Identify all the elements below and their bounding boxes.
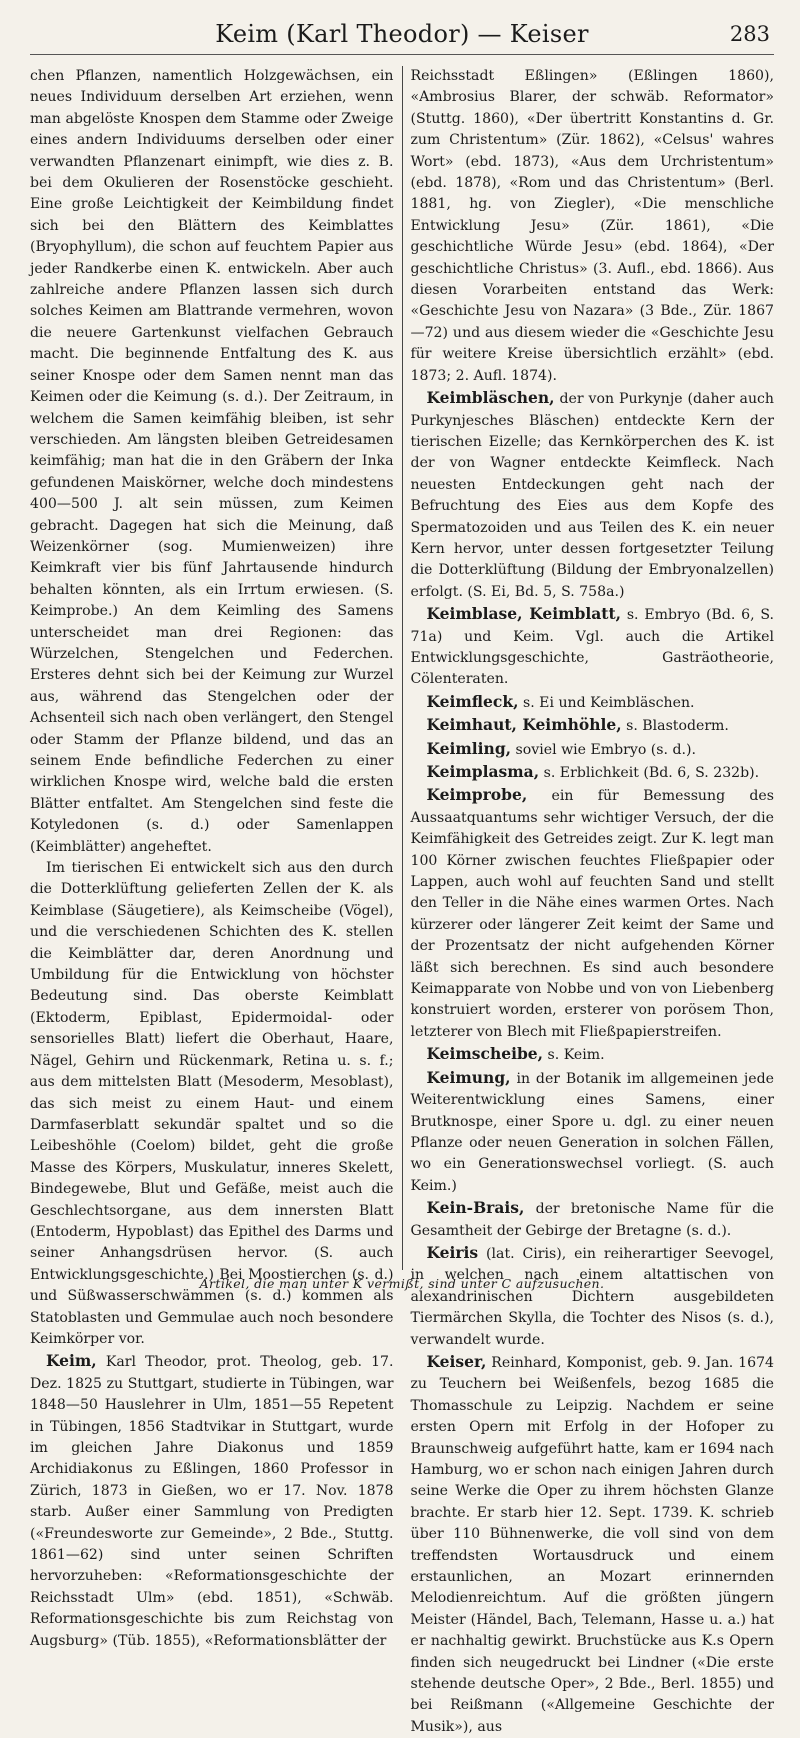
page-footer-note: Artikel, die man unter K vermißt, sind unter C aufzusuchen. bbox=[199, 1276, 605, 1291]
entry-keimung bbox=[411, 1067, 775, 1197]
entry-headword: Keimblase, Keimblatt, bbox=[426, 604, 622, 624]
entry-text: Reinhard, Komponist, geb. 9. Jan. 1674 zu Teuchern bei Weißenfels, bezog 1685 die Thomasschule zu Leipzig. Nachdem er seine ersten Opern mit Erfolg in der Hofoper zu Braunschweig aufgeführt hatte, kam er 1694 nach Hamburg, wo er schon nach einigen Jahren durch seine Werke die Oper zu ihrem höchsten Glanze brachte. Er starb hier 12. Sept. 1739. K. schrieb über 110 Bühnenwerke, die voll sind von dem treffendsten Wortausdruck und einem erstaunlichen, an Mozart erinnernden Melodienreichtum. Auf die größten jüngern Meister (Händel, Bach, Telemann, Hasse u. a.) hat er nachhaltig gewirkt. Bruchstücke aus K.s Opern finden sich neugedruckt bei Lindner («Die erste stehende deutsche Oper», 2 Bde., Berl. 1855) und bei Reißmann («Allgemeine Geschichte der Musik»), aus bbox=[410, 1354, 774, 1735]
entry-keimblaeschen bbox=[411, 387, 775, 603]
entry-text: (lat. Ciris), ein reiherartiger Seevogel, in welchen nach einem altattischen von alexandrinischen Dichtern ausgebildeten Tiermärchen Skylla, die Tochter des Nisos (s. d.), verwandelt wurde. bbox=[410, 1245, 775, 1348]
page-header bbox=[30, 14, 774, 55]
entry-text: ein für Bemessung des Aussaatquantums sehr wichtiger Versuch, der die Keimfähigkeit des Getreides zeigt. Zur K. legt man 100 Körner zwischen feuchtes Fließpapier oder Lappen, auch wohl auf feuchten Sand und stellt den Teller in die Nähe eines warmen Ortes. Nach kürzerer oder längerer Zeit keimt der Same und der Prozentsatz der nicht aufgehenden Körner läßt sich berechnen. Es sind auch besondere Keimapparate von Nobbe und von von Liebenberg konstruiert worden, ersterer von porösem Thon, letzterer von Blech mit Fließpapierstreifen. bbox=[410, 788, 774, 1040]
paragraph: Reichsstadt Eßlingen» (Eßlingen 1860), «Ambrosius Blarer, der schwäb. Reformator» (Stuttg. 1860), «Der übertritt Konstantins d. Gr. zum Christentum» (Zür. 1862), «Celsus' wahres Wort» (ebd. 1873), «Aus dem Urchristentum» (ebd. 1878), «Rom und das Christentum» (Berl. 1881, hg. von Ziegler), «Die menschliche Entwicklung Jesu» (Zür. 1861), «Die geschichtliche Würde Jesu» (ebd. 1864), «Der geschichtliche Christus» (3. Aufl., ebd. 1866). Aus diesen Vorarbeiten entstand das Werk: «Geschichte Jesu von Nazara» (3 Bde., Zür. 1867—72) und aus diesem wieder die «Geschichte Jesu für weitere Kreise übersichtlich erzählt» (ebd. 1873; 2. Aufl. 1874). bbox=[410, 68, 774, 384]
entry-headword: Keiris bbox=[426, 1242, 479, 1262]
entry-keiris bbox=[411, 1242, 775, 1351]
entry-text: der von Purkynje (daher auch Purkynjesches Bläschen) entdeckte Kern der tierischen Eizelle; das Kernkörperchen des K. ist der von Wagner entdeckte Keimfleck. Nach neuesten Entdeckungen geht nach der Befruchtung des Eies aus dem Kopfe des Spermatozoiden und aus Teilen des K. ein neuer Kern hervor, unter dessen fortgesetzter Teilung die Dotterklüftung (Bildung der Embryonalzellen) erfolgt. (S. Ei, Bd. 5, S. 758a.) bbox=[410, 391, 774, 600]
entry-kein-brais bbox=[411, 1197, 775, 1242]
entry-text: s. Erblichkeit (Bd. 6, S. 232b). bbox=[543, 765, 760, 781]
entry-text: s. Embryo (Bd. 6, S. 71a) und Keim. Vgl. auch die Artikel Entwicklungsgeschichte, Gasträotheorie, Cölenteraten. bbox=[410, 607, 774, 688]
entry-keimplasma bbox=[411, 761, 775, 784]
entry-keimfleck bbox=[411, 691, 775, 714]
page-number: 283 bbox=[729, 22, 770, 46]
entry-headword: Keimplasma, bbox=[426, 762, 540, 781]
entry-keiser bbox=[411, 1351, 775, 1738]
entry-text: Karl Theodor, prot. Theolog, geb. 17. Dez. 1825 zu Stuttgart, studierte in Tübingen, war 1848—50 Hauslehrer in Ulm, 1851—55 Repetent in Tübingen, 1856 Stadtvikar in Stuttgart, wurde im gleichen Jahre Diakonus und 1859 Archidiakonus zu Eßlingen, 1860 Professor in Zürich, 1873 in Gießen, wo er 17. Nov. 1878 starb. Außer einer Sammlung von Predigten («Freundesworte zur Gemeinde», 2 Bde., Stuttg. 1861—62) sind unter seinen Schriften hervorzuheben: «Reformationsgeschichte der Reichsstadt Ulm» (ebd. 1851), «Schwäb. Reformationsgeschichte bis zum Reichstag von Augsburg» (Tüb. 1855), «Reformationsblätter der bbox=[30, 1354, 394, 1649]
entry-headword: Keimling, bbox=[426, 738, 512, 758]
entry-headword: Keimbläschen, bbox=[426, 388, 555, 408]
entry-headword: Keim, bbox=[46, 1351, 97, 1371]
entry-keimblase bbox=[411, 603, 775, 691]
entry-headword: Keimung, bbox=[426, 1067, 511, 1087]
entry-headword: Keimfleck, bbox=[426, 691, 519, 711]
entry-keimling bbox=[411, 738, 775, 761]
paragraph: Im tierischen Ei entwickelt sich aus den durch die Dotterklüftung gelieferten Zellen der K. als Keimblase (Säugetiere), als Keimscheibe (Vögel), und die verschiedenen Schichten des K. stellen die Keimblätter dar, deren Anordnung und Umbildung für die Entwicklung von höchster Bedeutung sind. Das oberste Keimblatt (Ektoderm, Epiblast, Epidermoidal- oder sensorielles Blatt) liefert die Oberhaut, Haare, Nägel, Gehirn und Rückenmark, Retina u. s. f.; aus dem mittelsten Blatt (Mesoderm, Mesoblast), das sich meist zu einem Haut- und einem Darmfaserblatt sekundär spaltet und so die Leibeshöhle (Coelom) bildet, geht die große Masse des Körpers, Muskulatur, inneres Skelett, Bindegewebe, Blut und Gefäße, meist auch die Geschlechtsorgane, aus dem innersten Blatt (Entoderm, Hypoblast) das Epithel des Darms und seiner Anhangsdrüsen hervor. (S. auch Entwicklungsgeschichte.) Bei Moostierchen (s. d.) und Süßwasserschwämmen (s. d.) kommen als Statoblasten und Gemmulae auch noch besondere Keimkörper vor. bbox=[30, 860, 394, 1347]
entry-keimscheibe bbox=[411, 1043, 775, 1066]
entry-keim bbox=[30, 1350, 394, 1652]
entry-headword: Keiser, bbox=[426, 1351, 487, 1371]
entry-text: s. Blastoderm. bbox=[626, 718, 729, 735]
entry-text: in der Botanik im allgemeinen jede Weiterentwicklung eines Samens, einer Brutknospe, einer Spore u. dgl. zu einer neuen Pflanze oder neuen Generation in solchen Fällen, wo ein Generationswechsel vorliegt. (S. auch Keim.) bbox=[410, 1070, 774, 1194]
entry-text: s. Ei und Keimbläschen. bbox=[522, 694, 695, 711]
entry-keimprobe bbox=[411, 784, 775, 1043]
running-title: Keim (Karl Theodor) — Keiser bbox=[215, 20, 589, 48]
entry-headword: Keimprobe, bbox=[426, 785, 528, 805]
entry-text: s. Keim. bbox=[547, 1047, 605, 1064]
entry-text: der bretonische Name für die Gesamtheit der Gebirge der Bretagne (s. d.). bbox=[410, 1201, 774, 1239]
paragraph: chen Pflanzen, namentlich Holzgewächsen, ein neues Individuum derselben Art erziehen, wenn man abgelöste Knospen dem Stamme oder Zweige eines andern Individuums derselben oder einer verwandten Pflanzenart einimpft, wie dies z. B. bei dem Okulieren der Rosenstöcke geschieht. Eine große Leichtigkeit der Keimbildung findet sich bei den Blättern des Keimblattes (Bryophyllum), die schon auf feuchtem Papier aus jeder Randkerbe einen K. entwickeln. Aber auch zahlreiche andere Pflanzen lassen sich durch solches Keimen am Blattrande vermehren, wovon die neuere Gartenkunst vielfachen Gebrauch macht. Die beginnende Entfaltung des K. aus seiner Knospe oder dem Samen nennt man das Keimen oder die Keimung (s. d.). Der Zeitraum, in welchem die Samen keimfähig bleiben, ist sehr verschieden. Am längsten bleiben Getreidesamen keimfähig; man hat die in den Gräbern der Inka gefundenen Maiskörner, welche doch mindestens 400—500 J. alt sein müssen, zum Keimen gebracht. Dagegen hat sich die Meinung, daß Weizenkörner (sog. Mumienweizen) ihre Keimkraft vier bis fünf Jahrtausende hindurch behalten könnten, als ein Irrtum erwiesen. (S. Keimprobe.) An dem Keimling des Samens unterscheidet man drei Regionen: das Würzelchen, Stengelchen und Federchen. Ersteres dehnt sich bei der Keimung zur Wurzel aus, während das Stengelchen oder der Achsenteil sich nach oben verlängert, den Stengel oder Stamm der Pflanze bildend, und das an seinem Ende befindliche Federchen zu einer wirklichen Knospe wird, welche bald die ersten Blätter entfaltet. Am Stengelchen sind feste die Kotyledonen (s. d.) oder Samenlappen (Keimblätter) angeheftet. bbox=[30, 68, 394, 855]
entry-text: soviel wie Embryo (s. d.). bbox=[515, 741, 696, 758]
entry-headword: Kein-Brais, bbox=[426, 1198, 525, 1218]
entry-headword: Keimhaut, Keimhöhle, bbox=[426, 715, 622, 735]
entry-headword: Keimscheibe, bbox=[426, 1044, 544, 1064]
entry-keimhaut bbox=[411, 714, 775, 737]
